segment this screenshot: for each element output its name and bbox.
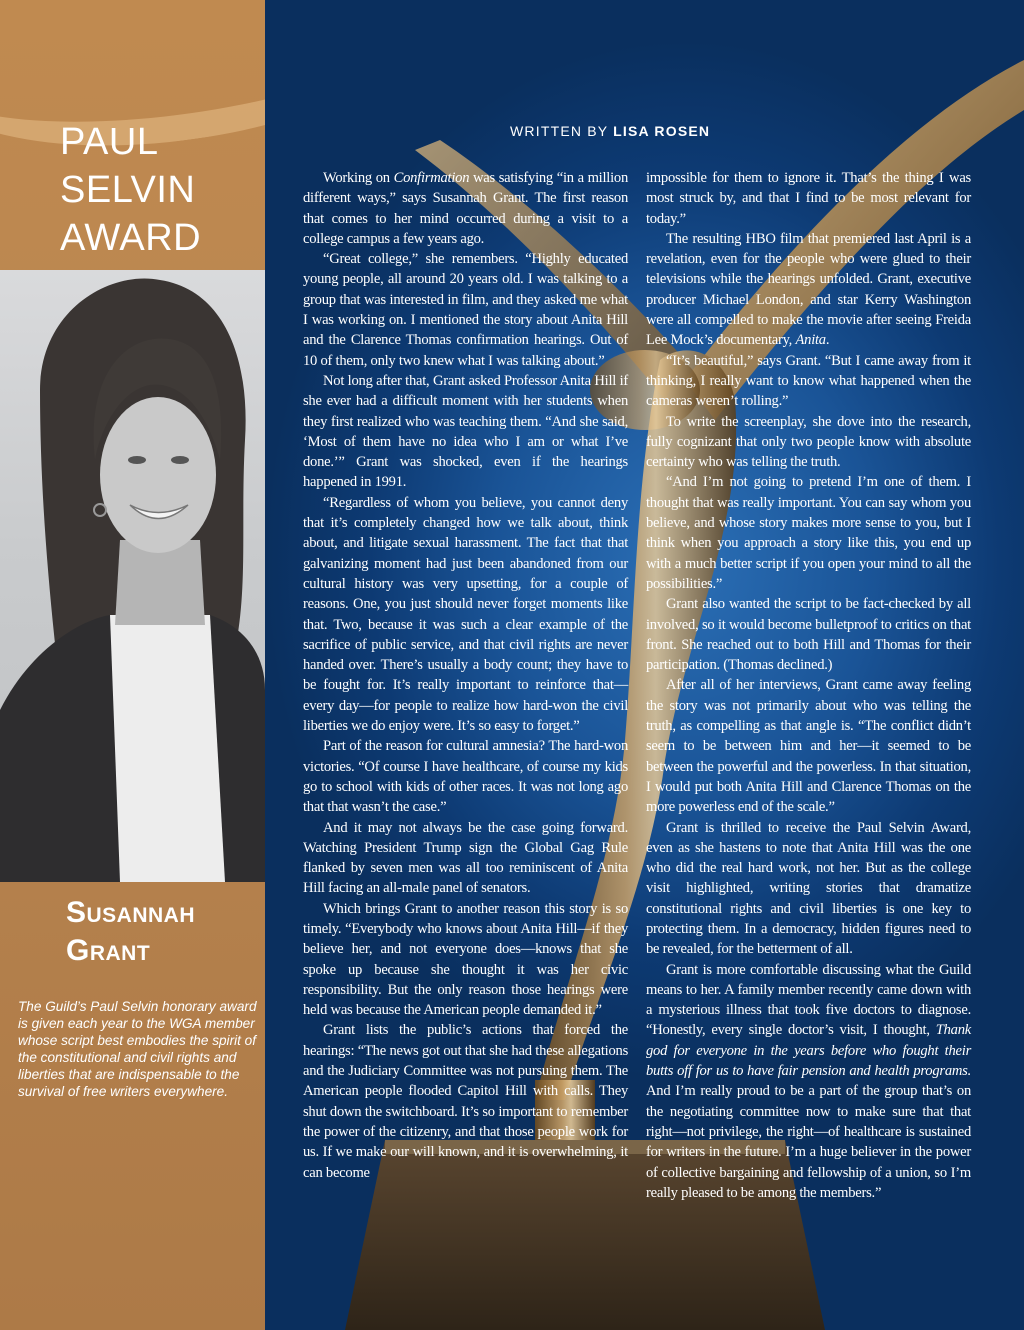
award-caption: The Guild’s Paul Selvin honorary award is given each year to the WGA member whose script best embodies the spirit of the constitutional and civil rights and liberties that are indispensable to the survival of free writers everywhere. [18, 999, 257, 1099]
article-column-left [303, 168, 628, 1183]
article-paragraph: “And I’m not going to pretend I’m one of them. I thought that was really important. You can say whom you believe, and whose story makes more sense to you, but I think when you approach a story like this, you end up with a much better script if you open your mind to all the possibilities.” [646, 474, 971, 592]
award-title-line: AWARD [60, 217, 202, 259]
article-paragraph: Grant is more comfortable discussing what the Guild means to her. A family member recently came down with a mysterious illness that took five doctors to diagnose. “Honestly, every single doctor’s visit, I thought, Thank god for everyone in the years before who fought their butts off for us to have fair pension and health programs. And I’m really proud to be a part of the group that’s on the negotiating committee now to make sure that that right—not privilege, the right—of healthcare is sustained for writers in the future. I’m a huge believer in the power of collective bargaining and fellowship of a union, so I’m really pleased to be among the members.” [646, 961, 971, 1201]
honoree-last-name: Grant [66, 934, 151, 967]
article-paragraph: “Regardless of whom you believe, you cannot deny that it’s completely changed how we talk about, think about, and litigate sexual harassment. The fact that that galvanizing moment had just been abandoned from our cultural history was very upsetting, for a couple of reasons. One, you just should never forget moments like that. Two, because it was such a clear example of the sacrifice of public service, and that civil rights are never handed over. There’s usually a body count; they have to be fought for. It’s really important to reinforce that—every day—for people to realize how hard-won the civil liberties we do enjoy were. It’s so easy to forget.” [303, 494, 628, 735]
emphasis-text: Thank god for everyone in the years before who fought their butts off for us to have fair pension and health programs. [646, 1022, 971, 1080]
article-paragraph: Working on Confirmation was satisfying “in a million different ways,” says Susannah Grant. The first reason that comes to her mind occurred during a visit to a college campus a few years ago. [303, 170, 628, 247]
article-paragraph: After all of her interviews, Grant came away feeling the story was not primarily about who was telling the truth, as compelling as that angle is. “The conflict didn’t seem to be between him and her—it seemed to be between the powerful and the powerless. In that situation, I would put both Anita Hill and Clarence Thomas on the more powerless end of the scale.” [646, 677, 971, 816]
honoree-name [66, 894, 256, 970]
emphasis-text: Anita [795, 332, 826, 349]
article-paragraph: “Great college,” she remembers. “Highly educated young people, all around 20 years old. I was talking to a group that was interested in film, and they asked me what I was working on. I mentioned the story about Anita Hill and the Clarence Thomas confirmation hearings. Out of 10 of them, only two knew what I was talking about.” [303, 251, 628, 369]
portrait-photo [0, 270, 265, 882]
article-paragraph: impossible for them to ignore it. That’s the thing I was most struck by, and that I find to be most relevant for today.” [646, 170, 971, 227]
emphasis-text: Confirmation [393, 170, 470, 186]
article-paragraph: Grant is thrilled to receive the Paul Selvin Award, even as she hastens to note that Anita Hill was the one who did the real hard work, not her. But as the college visit highlighted, writing stories that dramatize constitutional rights and civil liberties is one key to protecting them. In a democracy, hidden figures need to be revealed, for the betterment of all. [646, 819, 971, 958]
byline [510, 123, 710, 139]
article-paragraph: Grant also wanted the script to be fact-checked by all involved, so it would become bulletproof to critics on that front. She reached out to both Hill and Thomas for their participation. (Thomas declined.) [646, 596, 971, 674]
article-paragraph: And it may not always be the case going forward. Watching President Trump sign the Global Gag Rule flanked by seven men was all too reminiscent of Anita Hill facing an all-male panel of senators. [303, 819, 628, 897]
award-title [60, 118, 260, 262]
byline-prefix: WRITTEN BY [510, 123, 609, 139]
portrait-illustration [0, 270, 265, 882]
award-title-line: PAUL [60, 121, 159, 163]
article-paragraph: Grant lists the public’s actions that forced the hearings: “The news got out that she had these allegations and the Judiciary Committee was not pursuing them. The American people flooded Capitol Hill with calls. They shut down the switchboard. It’s so important to remember the power of the citizenry, and that those people work for us. If we make our will known, and it is overwhelming, it can become [303, 1022, 628, 1181]
article-paragraph: To write the screenplay, she dove into the research, fully cognizant that only two people know with absolute certainty who was telling the truth. [646, 413, 971, 471]
sidebar [0, 0, 265, 1330]
article-paragraph: “It’s beautiful,” says Grant. “But I came away from it thinking, I really want to know what happened when the cameras weren’t rolling.” [646, 352, 971, 410]
article-column-right [646, 168, 971, 1203]
article-paragraph: Not long after that, Grant asked Professor Anita Hill if she ever had a difficult moment with her students when they first realized who was teaching them. “And she said, ‘Most of them have no idea who I am or what I’ve done.’” Grant was shocked, even if the hearings happened in 1991. [303, 372, 628, 491]
byline-author: LISA ROSEN [613, 123, 711, 139]
honoree-first-name: Susannah [66, 896, 196, 929]
award-title-line: SELVIN [60, 169, 196, 211]
article-paragraph: The resulting HBO film that premiered last April is a revelation, even for the people who were glued to their televisions while the hearings unfolded. Grant, executive producer Michael London, and star Kerry Washington were all compelled to make the movie after seeing Freida Lee Mock’s documentary, Anita. [646, 230, 971, 349]
article-paragraph: Part of the reason for cultural amnesia? The hard-won victories. “Of course I have healthcare, of course my kids go to school with kids of other races. It was not long ago that that wasn’t the case.” [303, 738, 628, 816]
article-paragraph: Which brings Grant to another reason this story is so timely. “Everybody who knows about Anita Hill—if they believe her, and not everyone does—knows that she spoke up because she thought it was her civic responsibility. But the only reason those hearings were held was because the American people demanded it.” [303, 900, 628, 1019]
